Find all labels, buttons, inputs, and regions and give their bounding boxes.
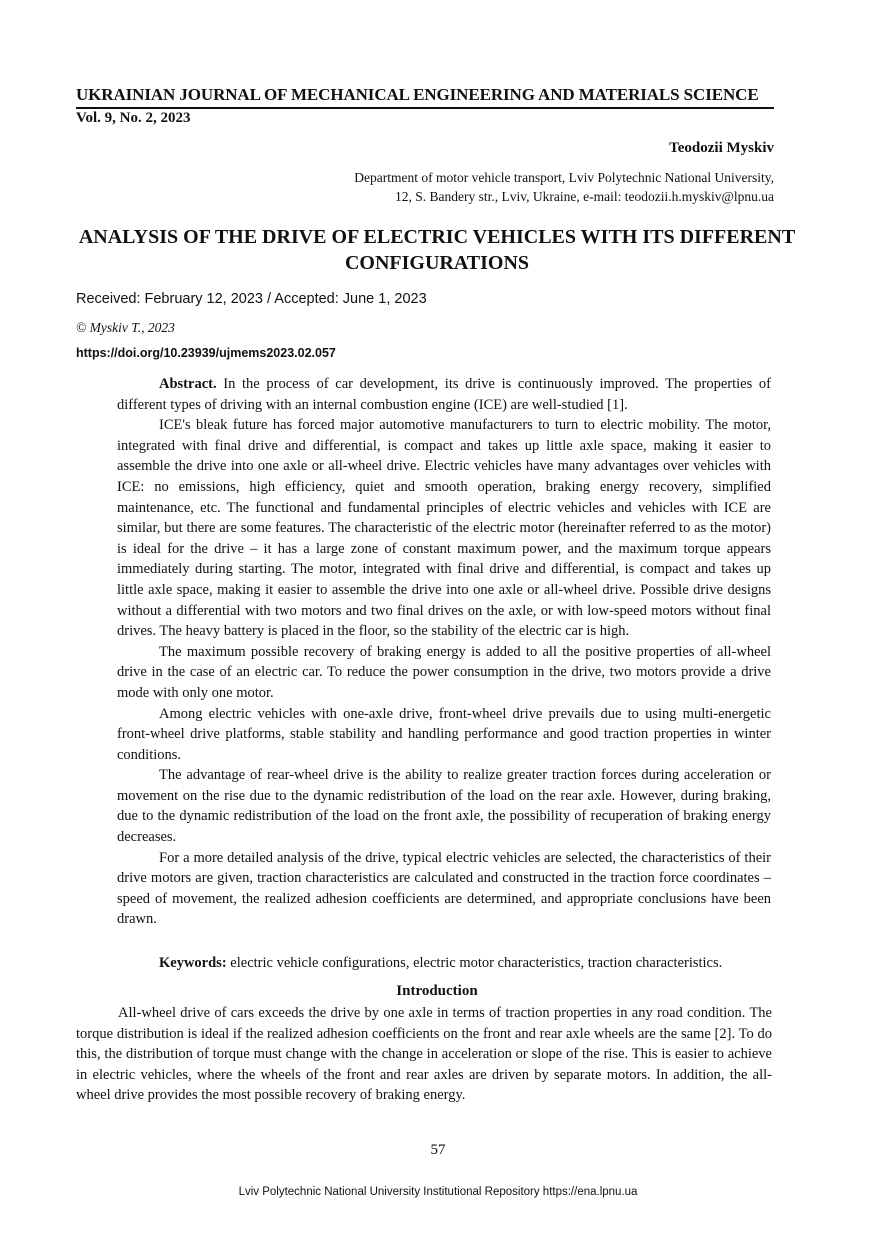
journal-title: UKRAINIAN JOURNAL OF MECHANICAL ENGINEERING AND MATERIALS SCIENCE bbox=[76, 85, 759, 104]
affiliation-line-1: Department of motor vehicle transport, Lviv Polytechnic National University, bbox=[354, 170, 774, 185]
copyright-notice: © Myskiv T., 2023 bbox=[76, 320, 175, 335]
affiliation-line-2: 12, S. Bandery str., Lviv, Ukraine, e-mail: teodozii.h.myskiv@lpnu.ua bbox=[395, 189, 774, 204]
author-name: Teodozii Myskiv bbox=[669, 140, 774, 156]
abstract-paragraph: The advantage of rear-wheel drive is the ability to realize greater traction forces during acceleration or movement on the rise due to the dynamic redistribution of the load on the rear axle. However, during braking, due to the dynamic redistribution of the load on the front axle, the possibility of recuperation of braking energy decreases. bbox=[117, 767, 771, 846]
keywords-text: electric vehicle configurations, electric motor characteristics, traction characteristics. bbox=[230, 955, 723, 971]
abstract-label: Abstract. bbox=[159, 376, 217, 392]
keywords bbox=[117, 953, 771, 973]
section-heading-introduction: Introduction bbox=[396, 983, 478, 999]
received-accepted-dates: Received: February 12, 2023 / Accepted: June 1, 2023 bbox=[76, 291, 427, 307]
abstract-paragraph: Among electric vehicles with one-axle drive, front-wheel drive prevails due to using multi-energetic front-wheel drive platforms, stable stability and handling performance and good traction properties in winter conditions. bbox=[117, 705, 771, 763]
abstract-paragraph: The maximum possible recovery of braking energy is added to all the positive properties of all-wheel drive in the case of an electric car. To reduce the power consumption in the drive, two motors provide a drive mode with only one motor. bbox=[117, 643, 771, 701]
volume-issue: Vol. 9, No. 2, 2023 bbox=[76, 110, 191, 126]
abstract-paragraph: ICE's bleak future has forced major automotive manufacturers to turn to electric mobility. The motor, integrated with final drive and differential, is compact and takes up little axle space, making it easier to assemble the drive into one axle or all-wheel drive. Electric vehicles have many advantages over vehicles with ICE: no emissions, high efficiency, quiet and smooth operation, braking energy recovery, simplified maintenance, etc. The functional and fundamental principles of electric vehicles and vehicles with ICE are similar, but there are some features. The characteristic of the electric motor (hereinafter referred to as the motor) is ideal for the drive – it has a large zone of constant maximum power, and the maximum torque appears immediately during starting. The motor, integrated with final drive and differential, is compact and takes up little axle space, making it easier to assemble the drive into one axle or all-wheel drive. Possible drive designs without a differential with two motors and two final drives on the axle, or with low-speed motors without final drives. The heavy battery is placed in the floor, so the stability of the electric car is high. bbox=[117, 417, 771, 640]
abstract-text: In the process of car development, its drive is continuously improved. The properties of different types of driving with an internal combustion engine (ICE) are well-studied [1]. bbox=[117, 376, 772, 413]
abstract-section bbox=[117, 374, 771, 930]
introduction-paragraph: All-wheel drive of cars exceeds the drive by one axle in terms of traction properties in any road condition. The torque distribution is ideal if the realized adhesion coefficients on the front and rear axle wheels are the same [2]. To do this, the distribution of torque must change with the change in acceleration or slope of the rise. This is easier to achieve in electric vehicles, where the wheels of the front and rear axles are driven by separate motors. In addition, the all-wheel drive provides the most possible recovery of braking energy. bbox=[76, 1005, 772, 1104]
keywords-label: Keywords: bbox=[159, 955, 227, 971]
header-divider bbox=[76, 107, 774, 109]
article-title: ANALYSIS OF THE DRIVE OF ELECTRIC VEHICLES WITH ITS DIFFERENT CONFIGURATIONS bbox=[78, 226, 796, 274]
abstract-paragraph bbox=[117, 374, 771, 415]
abstract-paragraph: For a more detailed analysis of the drive, typical electric vehicles are selected, the characteristics of their drive motors are given, traction characteristics are calculated and constructed in the traction force coordinates – speed of movement, the realized adhesion coefficients are determined, and appropriate conclusions have been drawn. bbox=[117, 849, 771, 928]
introduction-section bbox=[76, 1003, 772, 1106]
repository-footer: Lviv Polytechnic National University Institutional Repository https://ena.lpnu.ua bbox=[238, 1186, 638, 1198]
author-affiliation bbox=[254, 168, 774, 206]
doi-link[interactable]: https://doi.org/10.23939/ujmems2023.02.057 bbox=[76, 346, 336, 360]
page-number: 57 bbox=[430, 1142, 446, 1158]
